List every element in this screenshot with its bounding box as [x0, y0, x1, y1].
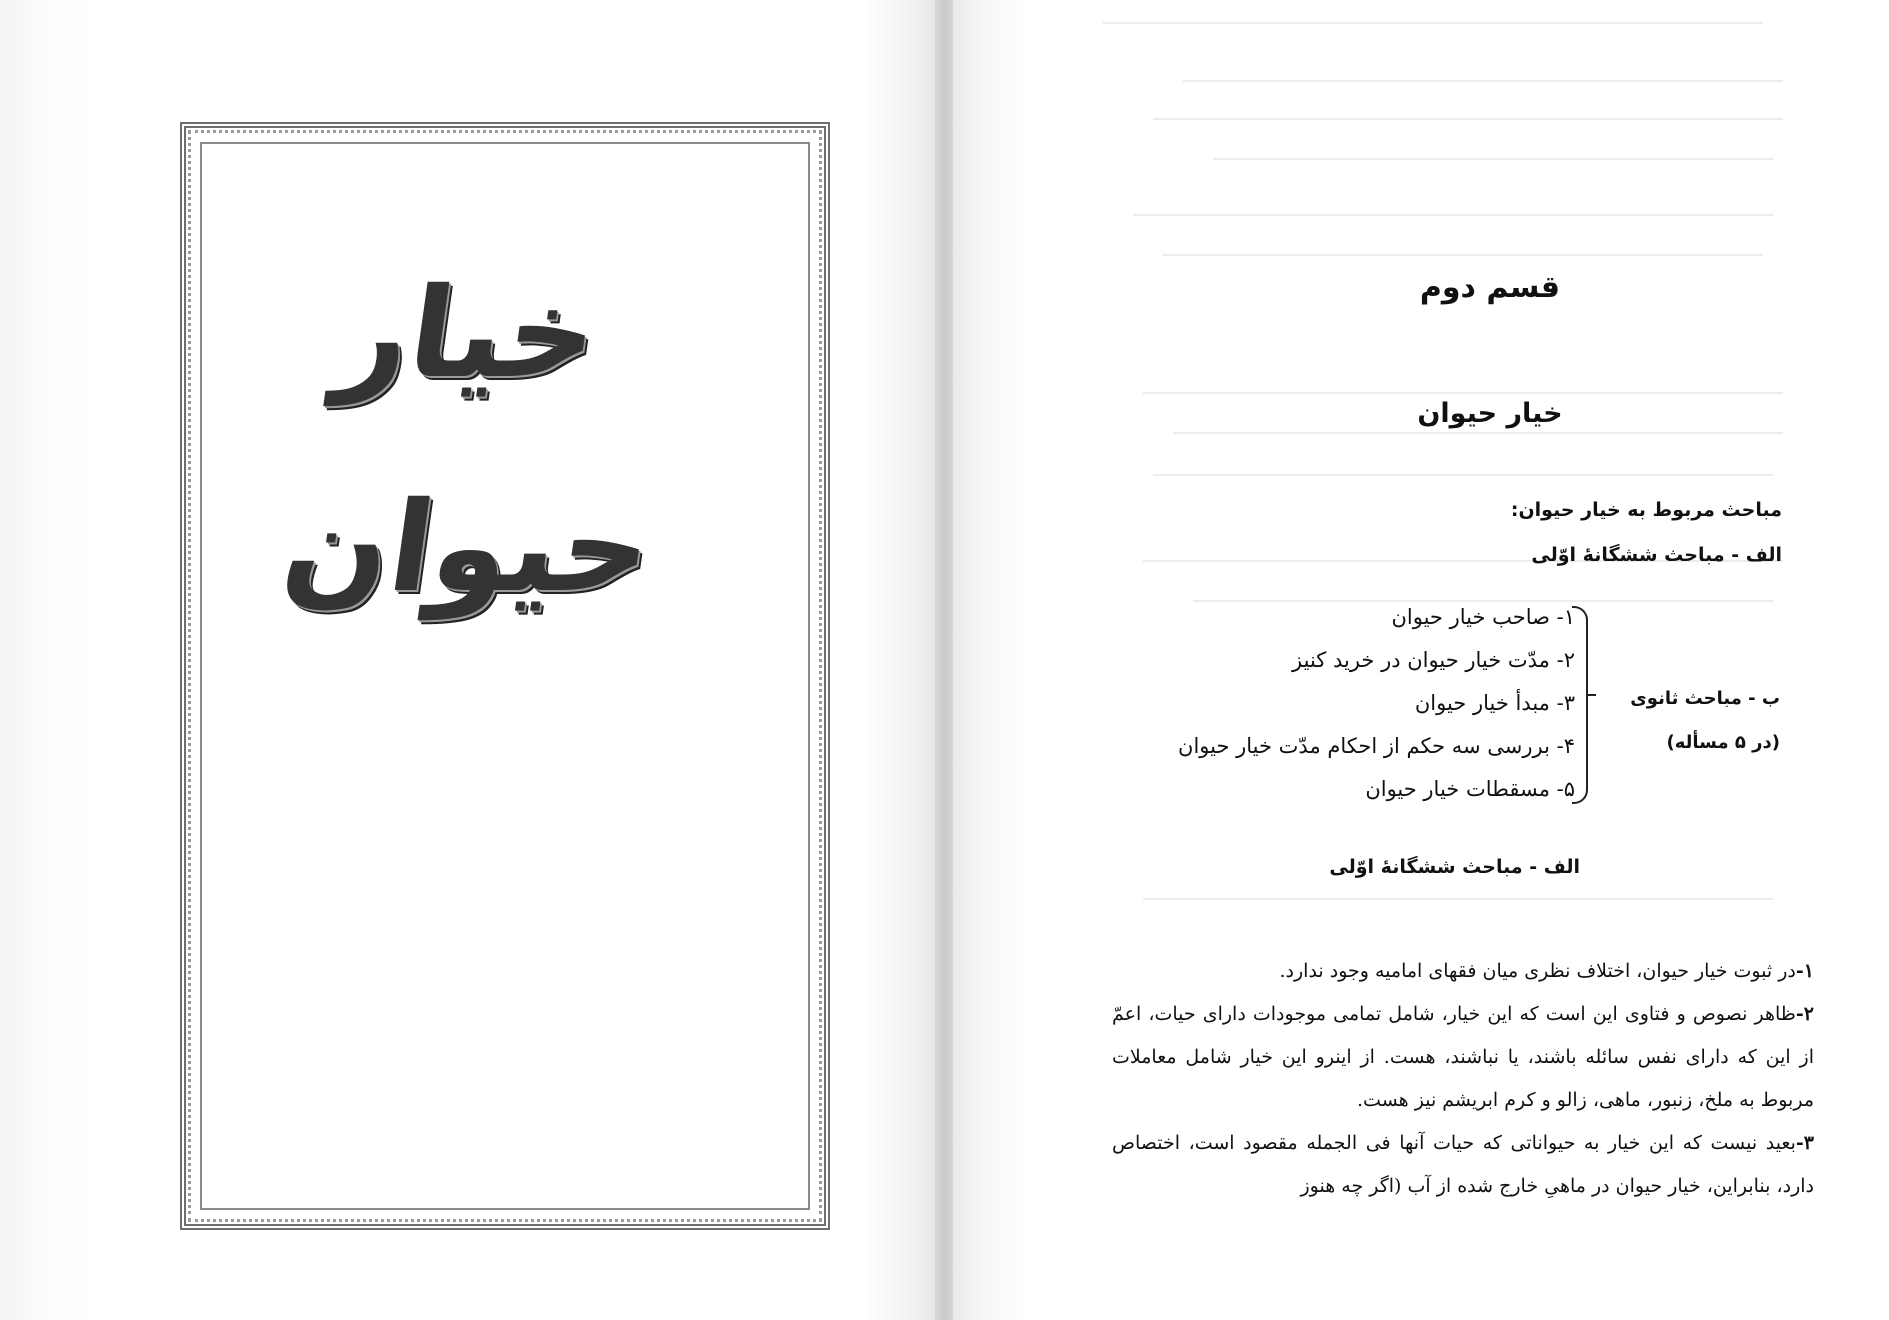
title-line-2: حیوان: [274, 476, 661, 620]
list-item: ۱- صاحب خیار حیوان: [1391, 605, 1575, 629]
paragraph-number: ۳-: [1795, 1132, 1814, 1154]
part-b-label: ب - مباحث ثانوی: [1630, 688, 1780, 709]
part-b-list: [1000, 596, 1575, 811]
paragraph-number: ۱-: [1795, 960, 1814, 982]
subsection-heading: الف - مباحث ششگانهٔ اوّلی: [1329, 856, 1580, 878]
show-through-line: [1143, 898, 1773, 900]
curly-brace-tip: [1586, 694, 1596, 696]
show-through-line: [1213, 158, 1773, 160]
title-line-1: خیار: [328, 262, 607, 406]
list-item: ۳- مبدأ خیار حیوان: [1414, 691, 1575, 715]
intro-line: مباحث مربوط به خیار حیوان:: [1510, 499, 1782, 521]
paragraph: [1112, 993, 1814, 1122]
part-b-count: (در ۵ مسأله): [1666, 732, 1780, 753]
left-page: [0, 0, 935, 1320]
body-text: [1112, 950, 1814, 1208]
book-gutter: [935, 0, 953, 1320]
paragraph: [1112, 1122, 1814, 1208]
list-item: ۴- بررسی سه حکم از احکام مدّت خیار حیوان: [1178, 734, 1575, 758]
paragraph-text: در ثبوت خیار حیوان، اختلاف نظری میان فقهای امامیه وجود ندارد.: [1279, 960, 1796, 982]
list-item: ۲- مدّت خیار حیوان در خرید کنیز: [1292, 648, 1575, 672]
chapter-title: خیار حیوان: [1417, 398, 1563, 429]
paragraph-text: بعید نیست که این خیار به حیواناتی که حیات آنها فی الجمله مقصود است، اختصاص دارد، بنابراین، خیار حیوان در ماهیِ خارج شده از آب (اگر چه هنوز: [1112, 1132, 1814, 1197]
show-through-line: [1103, 22, 1763, 24]
part-a-line: الف - مباحث ششگانهٔ اوّلی: [1531, 544, 1782, 566]
paragraph-text: ظاهر نصوص و فتاوی این است که این خیار، شامل تمامی موجودات دارای حیات، اعمّ از این که دارای نفس سائله باشند، یا نباشند، هست. از اینرو این خیار شامل معاملات مربوط به ملخ، زنبور، ماهی، زالو و کرم ابریشم نیز هست.: [1112, 1003, 1814, 1111]
section-heading: قسم دوم: [1419, 270, 1561, 305]
paragraph: [1112, 950, 1814, 993]
list-item: ۵- مسقطات خیار حیوان: [1365, 777, 1575, 801]
show-through-line: [1163, 254, 1763, 256]
show-through-line: [1173, 432, 1783, 434]
show-through-line: [1183, 80, 1783, 82]
paragraph-number: ۲-: [1795, 1003, 1814, 1025]
show-through-line: [1153, 118, 1783, 120]
show-through-line: [1153, 474, 1773, 476]
show-through-line: [1143, 392, 1783, 394]
curly-brace: [1572, 606, 1588, 804]
show-through-line: [1133, 214, 1773, 216]
